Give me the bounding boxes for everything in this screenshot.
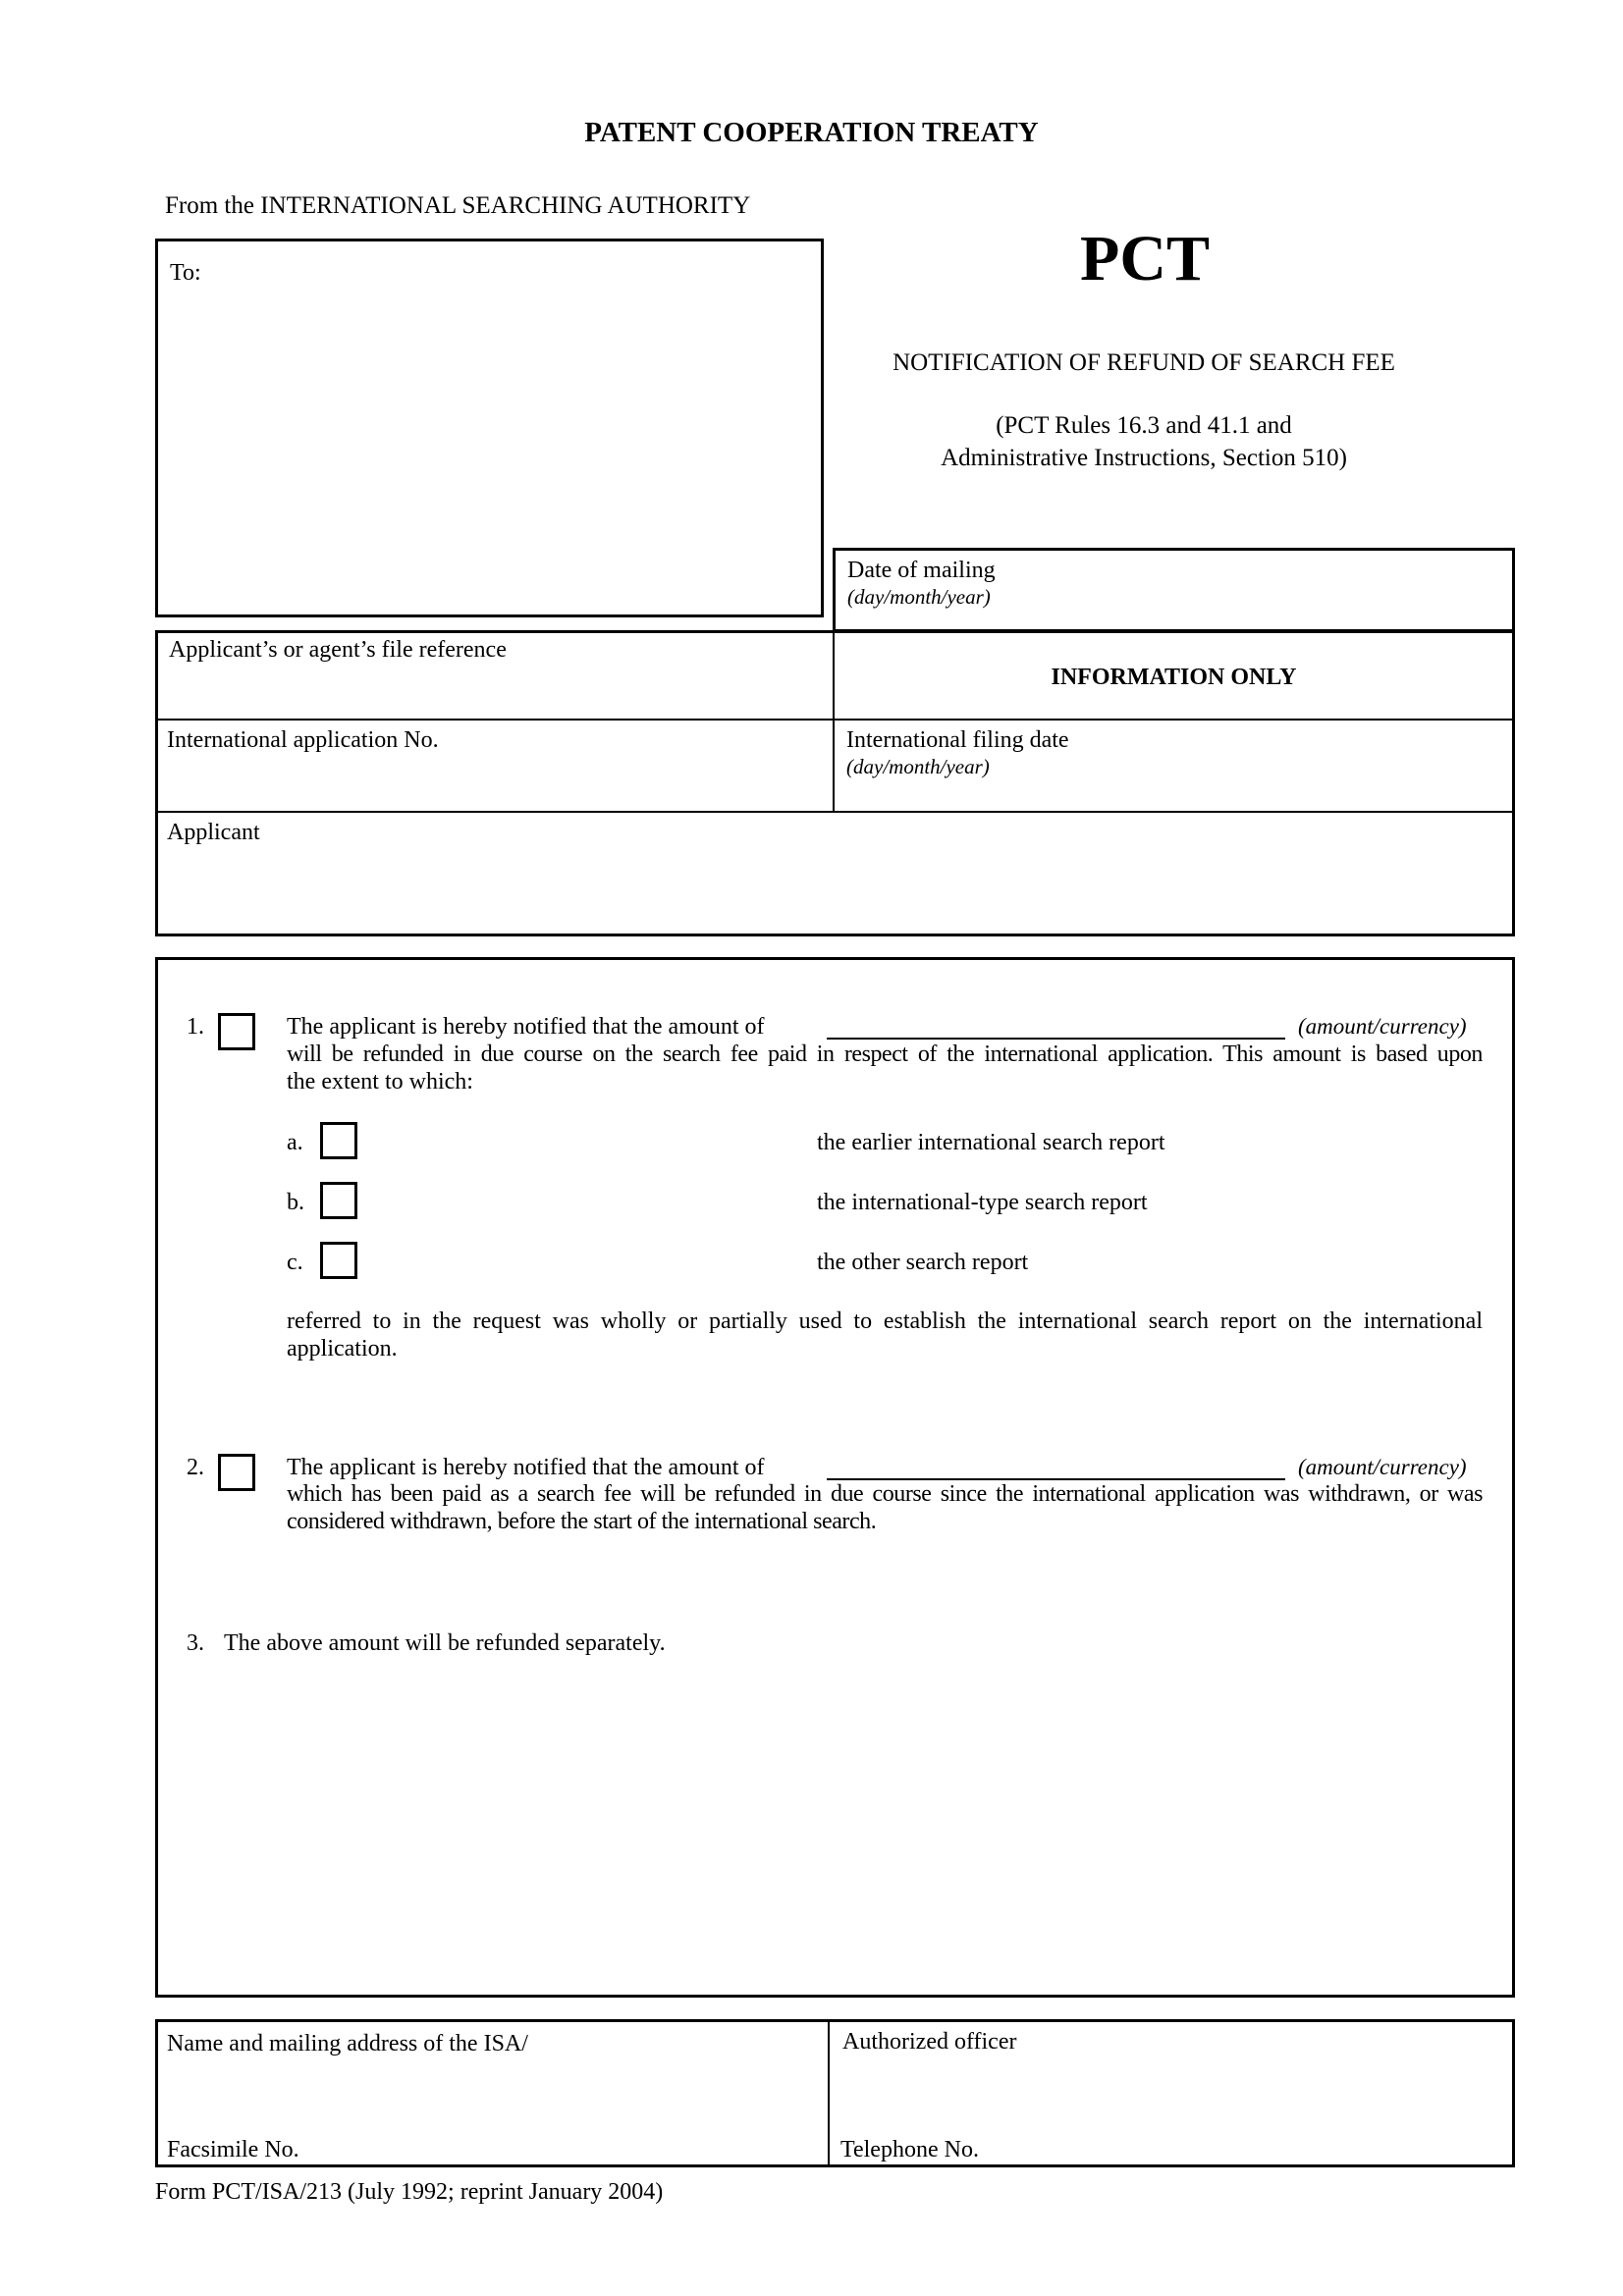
item-1-line-2: will be refunded in due course on the search fee paid in respect of the international application. This amount is based upon xyxy=(287,1041,1483,1067)
telephone-label[interactable]: Telephone No. xyxy=(840,2137,979,2163)
notification-title: NOTIFICATION OF REFUND OF SEARCH FEE xyxy=(893,349,1395,376)
option-a-checkbox[interactable] xyxy=(320,1122,357,1159)
item-3-text: The above amount will be refunded separately. xyxy=(224,1630,666,1656)
item-1-number: 1. xyxy=(187,1014,204,1040)
international-filing-date-hint: (day/month/year) xyxy=(846,755,990,778)
item-1-closing: referred to in the request was wholly or partially used to establish the international search report on the international application. xyxy=(287,1308,1483,1362)
option-a-letter: a. xyxy=(287,1130,303,1155)
item-3-number: 3. xyxy=(187,1630,204,1656)
file-reference-label[interactable]: Applicant’s or agent’s file reference xyxy=(169,637,507,663)
option-c-text: the other search report xyxy=(817,1250,1029,1275)
facsimile-label[interactable]: Facsimile No. xyxy=(167,2137,299,2163)
authorized-officer-label[interactable]: Authorized officer xyxy=(842,2029,1017,2055)
item-1-amount-hint: (amount/currency) xyxy=(1298,1014,1467,1039)
to-label: To: xyxy=(170,260,201,286)
item-2-amount-hint: (amount/currency) xyxy=(1298,1455,1467,1479)
item-1-line-3: the extent to which: xyxy=(287,1069,473,1095)
option-b-checkbox[interactable] xyxy=(320,1182,357,1219)
international-filing-date-label[interactable]: International filing date xyxy=(846,727,1069,753)
pct-logo: PCT xyxy=(1080,223,1210,294)
item-1-amount-field[interactable] xyxy=(827,1038,1285,1040)
date-of-mailing-box[interactable] xyxy=(833,548,1515,632)
from-authority-line: From the INTERNATIONAL SEARCHING AUTHORITY xyxy=(165,192,751,219)
form-identifier: Form PCT/ISA/213 (July 1992; reprint January 2004) xyxy=(155,2179,664,2205)
option-c-checkbox[interactable] xyxy=(320,1242,357,1279)
applicant-label[interactable]: Applicant xyxy=(167,820,260,845)
item-2-checkbox[interactable] xyxy=(218,1454,255,1491)
international-application-no-label[interactable]: International application No. xyxy=(167,727,439,753)
option-b-text: the international-type search report xyxy=(817,1190,1148,1215)
item-2-number: 2. xyxy=(187,1455,204,1480)
to-address-box[interactable] xyxy=(155,239,824,617)
grid-divider-vertical xyxy=(833,630,835,813)
option-a-text: the earlier international search report xyxy=(817,1130,1165,1155)
information-only-label: INFORMATION ONLY xyxy=(1051,665,1297,690)
rules-line-2: Administrative Instructions, Section 510) xyxy=(941,445,1347,471)
treaty-title: PATENT COOPERATION TREATY xyxy=(584,117,1039,148)
option-b-letter: b. xyxy=(287,1190,304,1215)
item-1-line-1: The applicant is hereby notified that the amount of xyxy=(287,1014,765,1040)
footer-divider-vertical xyxy=(828,2019,830,2167)
item-1-checkbox[interactable] xyxy=(218,1013,255,1050)
option-c-letter: c. xyxy=(287,1250,303,1275)
item-2-line-2: which has been paid as a search fee will be refunded in due course since the international application was withdrawn, or was considered withdrawn, before the start of the international search. xyxy=(287,1481,1483,1534)
date-of-mailing-label: Date of mailing xyxy=(847,558,996,583)
grid-divider-row-2 xyxy=(155,811,1515,813)
item-2-line-1: The applicant is hereby notified that the amount of xyxy=(287,1455,765,1480)
date-of-mailing-hint: (day/month/year) xyxy=(847,585,991,609)
grid-divider-row-1 xyxy=(155,719,1515,721)
rules-line-1: (PCT Rules 16.3 and 41.1 and xyxy=(996,412,1292,439)
isa-address-label[interactable]: Name and mailing address of the ISA/ xyxy=(167,2031,528,2056)
